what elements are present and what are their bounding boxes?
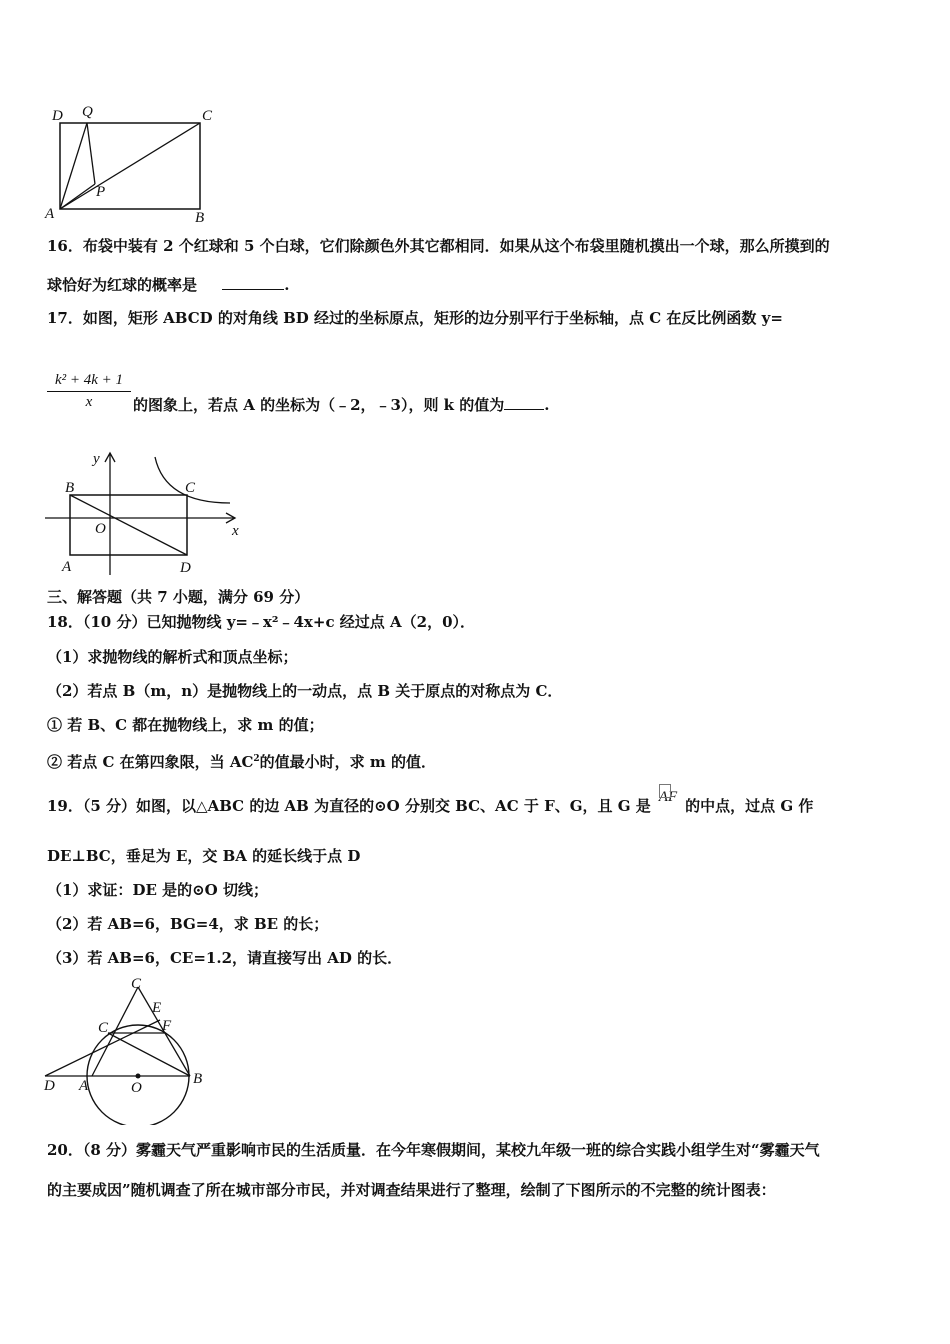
label-C-top: C [131, 976, 142, 992]
q20-line2: 的主要成因”随机调查了所在城市部分市民，并对调查结果进行了整理，绘制了下图所示的不完整的统计图表： [47, 1181, 776, 1199]
q18-line3: （2）若点 B（m，n）是抛物线上的一动点，点 B 关于原点的对称点为 C． [47, 682, 563, 700]
q18-line5b: 的值最小时，求 m 的值． [259, 753, 436, 771]
q19-line1a: 19．（5 分）如图，以△ABC 的边 AB 为直径的⊙O 分别交 BC、AC 于 F、G，且 G 是 [47, 797, 651, 815]
label-C: C [202, 108, 213, 124]
q18-line1: 18．（10 分）已知抛物线 y=﹣x²﹣4x+c 经过点 A（2，0）． [47, 613, 476, 631]
q19-line3: （1）求证：DE 是的⊙O 切线； [47, 881, 268, 899]
figure-q19 [40, 975, 220, 1125]
label-B: B [195, 210, 205, 225]
label-A: A [62, 559, 72, 575]
label-x: x [232, 523, 239, 539]
label-O: O [131, 1080, 142, 1096]
q16-answer-blank[interactable] [222, 275, 284, 290]
label-Q: Q [82, 104, 93, 120]
q17-line2-text: 的图象上，若点 A 的坐标为（﹣2，﹣3），则 k 的值为 [133, 396, 505, 414]
q19-line4: （2）若 AB=6，BG=4，求 BE 的长； [47, 915, 329, 933]
q19-line1b: 的中点，过点 G 作 [685, 797, 814, 815]
q19-line2: DE⊥BC，垂足为 E，交 BA 的延长线于点 D [47, 847, 361, 865]
q16-line2 [47, 275, 289, 295]
q20-line1: 20．（8 分）雾霾天气严重影响市民的生活质量．在今年寒假期间，某校九年级一班的综合实践小组学生对“雾霾天气 [47, 1141, 820, 1159]
q17-line1: 17．如图，矩形 ABCD 的对角线 BD 经过的坐标原点，矩形的边分别平行于坐标轴，点 C 在反比例函数 y= [47, 309, 783, 327]
q17-answer-blank[interactable] [504, 395, 544, 410]
label-B: B [65, 480, 75, 496]
q18-line4: ① 若 B、C 都在抛物线上，求 m 的值； [47, 716, 324, 734]
label-F: F [162, 1018, 172, 1034]
label-D: D [180, 560, 191, 576]
label-O: O [95, 521, 106, 537]
q17-fraction-denominator: x [85, 394, 93, 410]
q16-end: . [284, 276, 290, 294]
label-D: D [44, 1078, 55, 1094]
label-A: A [79, 1078, 89, 1094]
label-D: D [52, 108, 63, 124]
q18-line5-sup: 2 [253, 754, 260, 764]
label-E: E [152, 1000, 162, 1016]
center-dot [136, 1074, 141, 1079]
q16-line2-text: 球恰好为红球的概率是 [47, 276, 198, 294]
label-A: A [45, 206, 55, 222]
q17-end: . [544, 396, 550, 414]
figure-q15 [40, 100, 230, 225]
q17-fraction [47, 372, 131, 411]
q17-fraction-numerator: k² + 4k + 1 [47, 372, 131, 392]
section3-heading: 三、解答题（共 7 小题，满分 69 分） [47, 588, 310, 606]
label-C-mid: C [98, 1020, 109, 1036]
label-C: C [185, 480, 196, 496]
q18-line2: （1）求抛物线的解析式和顶点坐标； [47, 648, 298, 666]
q19-arc-af: AF [658, 789, 678, 805]
q17-line2 [133, 395, 550, 415]
q16-line1: 16．布袋中装有 2 个红球和 5 个白球，它们除颜色外其它都相同．如果从这个布袋里随机摸出一个球，那么所摸到的 [47, 237, 830, 255]
q18-line5 [47, 749, 436, 772]
q18-line5a: ② 若点 C 在第四象限，当 AC [47, 753, 254, 771]
figure-q17 [40, 445, 250, 580]
label-B: B [193, 1071, 203, 1087]
label-P: P [96, 184, 106, 200]
q19-line1 [47, 789, 814, 817]
label-y: y [93, 451, 100, 467]
q19-line5: （3）若 AB=6，CE=1.2，请直接写出 AD 的长． [47, 949, 403, 967]
